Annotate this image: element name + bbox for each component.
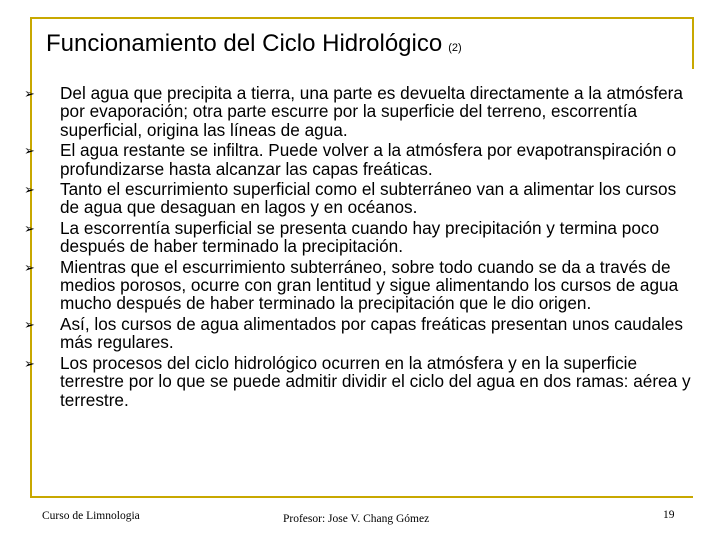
frame-bottom-border <box>30 496 693 498</box>
footer-course: Curso de Limnologia <box>42 510 140 522</box>
bullet-text: Tanto el escurrimiento superficial como el subterráneo van a alimentar los cursos de agua que desaguan en lagos y en océanos. <box>60 179 677 218</box>
slide-title-text: Funcionamiento del Ciclo Hidrológico <box>46 30 443 57</box>
bullet-item <box>20 258 700 313</box>
arrow-bullet-icon: ➢ <box>24 316 35 332</box>
bullet-text: Mientras que el escurrimiento subterráneo, sobre todo cuando se da a través de medios porosos, ocurre con gran lentitud y sigue alimentando los cursos de agua mucho después de haber terminado la precipitación que le dio origen. <box>60 256 679 314</box>
bullet-item <box>20 354 700 409</box>
page-number: 19 <box>663 509 675 521</box>
bullet-list <box>20 84 700 411</box>
bullet-text: La escorrentía superficial se presenta cuando hay precipitación y termina poco después de haber terminado la precipitación. <box>60 217 660 257</box>
bullet-item <box>20 219 700 256</box>
arrow-bullet-icon: ➢ <box>24 259 35 275</box>
bullet-text: El agua restante se infiltra. Puede volver a la atmósfera por evapotranspiración o profundizarse hasta alcanzar las capas freáticas. <box>60 140 677 179</box>
footer-professor: Profesor: Jose V. Chang Gómez <box>283 513 430 525</box>
frame-right-border <box>692 17 694 69</box>
bullet-item <box>20 315 700 352</box>
bullet-item <box>20 180 700 217</box>
arrow-bullet-icon: ➢ <box>24 220 35 236</box>
arrow-bullet-icon: ➢ <box>24 143 35 159</box>
bullet-text: Los procesos del ciclo hidrológico ocurren en la atmósfera y en la superficie terrestre por lo que se puede admitir dividir el ciclo del agua en dos ramas: aérea y terrestre. <box>60 352 691 410</box>
bullet-text: Del agua que precipita a tierra, una parte es devuelta directamente a la atmósfera por evaporación; otra parte escurre por la superficie del terreno, escorrentía superficial, origina las líneas de agua. <box>60 83 683 140</box>
bullet-item <box>20 84 700 139</box>
slide-title-suffix: (2) <box>448 42 462 54</box>
arrow-bullet-icon: ➢ <box>24 182 35 198</box>
frame-top-border <box>30 17 693 19</box>
slide-title <box>46 30 462 58</box>
bullet-item <box>20 141 700 178</box>
arrow-bullet-icon: ➢ <box>24 355 35 371</box>
arrow-bullet-icon: ➢ <box>24 86 35 101</box>
bullet-text: Así, los cursos de agua alimentados por capas freáticas presentan unos caudales más regulares. <box>60 313 683 353</box>
